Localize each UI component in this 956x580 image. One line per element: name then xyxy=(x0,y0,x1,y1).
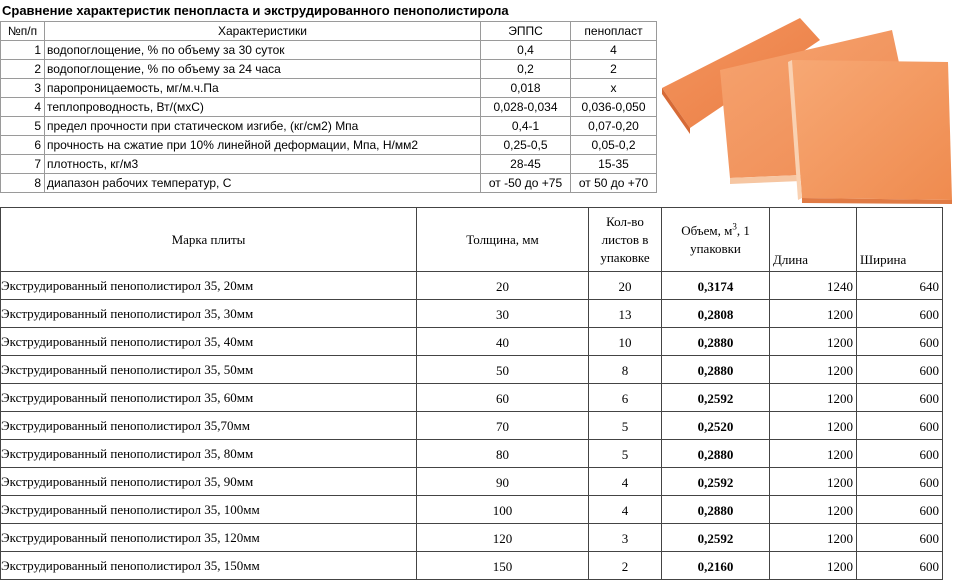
product-cell-name: Экструдированный пенополистирол 35, 40мм xyxy=(1,328,417,356)
product-cell-volume: 0,2880 xyxy=(662,356,770,384)
product-cell-name: Экструдированный пенополистирол 35,70мм xyxy=(1,412,417,440)
product-cell-thickness: 30 xyxy=(417,300,589,328)
product-cell-volume: 0,2160 xyxy=(662,552,770,580)
product-cell-sheets: 8 xyxy=(589,356,662,384)
product-row xyxy=(1,440,943,468)
product-cell-length: 1200 xyxy=(770,496,857,524)
product-cell-thickness: 40 xyxy=(417,328,589,356)
comparison-row xyxy=(1,117,657,136)
comparison-cell-characteristic: диапазон рабочих температур, С xyxy=(45,174,481,193)
comparison-cell-characteristic: водопоглощение, % по объему за 30 суток xyxy=(45,41,481,60)
foam-board-front xyxy=(788,60,952,204)
product-row xyxy=(1,496,943,524)
comparison-header-epps: ЭППС xyxy=(481,22,571,41)
product-cell-thickness: 150 xyxy=(417,552,589,580)
product-cell-width: 600 xyxy=(857,300,943,328)
product-cell-sheets: 3 xyxy=(589,524,662,552)
product-cell-sheets: 5 xyxy=(589,412,662,440)
product-cell-name: Экструдированный пенополистирол 35, 120мм xyxy=(1,524,417,552)
comparison-header-characteristics: Характеристики xyxy=(45,22,481,41)
comparison-cell-number: 1 xyxy=(1,41,45,60)
comparison-title: Сравнение характеристик пенопласта и экструдированного пенополистирола xyxy=(2,3,509,18)
product-cell-thickness: 120 xyxy=(417,524,589,552)
products-header-volume xyxy=(662,208,770,272)
comparison-cell-epps: 0,4 xyxy=(481,41,571,60)
product-cell-name: Экструдированный пенополистирол 35, 100мм xyxy=(1,496,417,524)
product-cell-volume: 0,2592 xyxy=(662,384,770,412)
comparison-row xyxy=(1,155,657,174)
comparison-cell-number: 7 xyxy=(1,155,45,174)
comparison-cell-characteristic: паропроницаемость, мг/м.ч.Па xyxy=(45,79,481,98)
comparison-row xyxy=(1,98,657,117)
product-cell-thickness: 90 xyxy=(417,468,589,496)
comparison-cell-characteristic: теплопроводность, Вт/(мхС) xyxy=(45,98,481,117)
comparison-row xyxy=(1,41,657,60)
product-cell-sheets: 2 xyxy=(589,552,662,580)
comparison-cell-epps: 28-45 xyxy=(481,155,571,174)
product-cell-name: Экструдированный пенополистирол 35, 80мм xyxy=(1,440,417,468)
comparison-cell-epps: 0,018 xyxy=(481,79,571,98)
comparison-cell-foam: 0,07-0,20 xyxy=(571,117,657,136)
comparison-cell-number: 3 xyxy=(1,79,45,98)
comparison-cell-characteristic: предел прочности при статическом изгибе, (кг/см2) Мпа xyxy=(45,117,481,136)
product-cell-width: 600 xyxy=(857,384,943,412)
comparison-cell-number: 4 xyxy=(1,98,45,117)
comparison-cell-number: 2 xyxy=(1,60,45,79)
product-cell-width: 600 xyxy=(857,356,943,384)
product-cell-volume: 0,2592 xyxy=(662,468,770,496)
product-cell-thickness: 70 xyxy=(417,412,589,440)
product-cell-sheets: 6 xyxy=(589,384,662,412)
comparison-cell-number: 8 xyxy=(1,174,45,193)
product-cell-name: Экструдированный пенополистирол 35, 50мм xyxy=(1,356,417,384)
comparison-header-number: №п/п xyxy=(1,22,45,41)
product-cell-name: Экструдированный пенополистирол 35, 60мм xyxy=(1,384,417,412)
product-row xyxy=(1,468,943,496)
comparison-header-foam: пенопласт xyxy=(571,22,657,41)
comparison-table xyxy=(0,21,657,193)
product-cell-sheets: 4 xyxy=(589,468,662,496)
product-row xyxy=(1,272,943,300)
comparison-cell-number: 5 xyxy=(1,117,45,136)
product-cell-length: 1240 xyxy=(770,272,857,300)
products-header-sheets: Кол-во листов в упаковке xyxy=(589,208,662,272)
product-cell-thickness: 20 xyxy=(417,272,589,300)
comparison-row xyxy=(1,79,657,98)
product-row xyxy=(1,552,943,580)
volume-label-tail: , 1 упаковки xyxy=(690,222,750,256)
product-cell-volume: 0,2880 xyxy=(662,496,770,524)
product-cell-sheets: 13 xyxy=(589,300,662,328)
comparison-cell-epps: от -50 до +75 xyxy=(481,174,571,193)
product-cell-length: 1200 xyxy=(770,384,857,412)
product-row xyxy=(1,356,943,384)
product-cell-length: 1200 xyxy=(770,356,857,384)
comparison-cell-characteristic: плотность, кг/м3 xyxy=(45,155,481,174)
comparison-row xyxy=(1,136,657,155)
product-cell-width: 600 xyxy=(857,468,943,496)
product-cell-width: 600 xyxy=(857,440,943,468)
product-cell-thickness: 60 xyxy=(417,384,589,412)
volume-label: Объем, м xyxy=(681,222,733,238)
comparison-cell-foam: х xyxy=(571,79,657,98)
product-cell-name: Экструдированный пенополистирол 35, 20мм xyxy=(1,272,417,300)
product-cell-length: 1200 xyxy=(770,300,857,328)
product-cell-sheets: 4 xyxy=(589,496,662,524)
comparison-cell-foam: от 50 до +70 xyxy=(571,174,657,193)
product-cell-name: Экструдированный пенополистирол 35, 150мм xyxy=(1,552,417,580)
product-cell-volume: 0,3174 xyxy=(662,272,770,300)
product-cell-width: 600 xyxy=(857,524,943,552)
product-cell-sheets: 20 xyxy=(589,272,662,300)
product-cell-width: 600 xyxy=(857,496,943,524)
product-cell-length: 1200 xyxy=(770,468,857,496)
comparison-cell-foam: 4 xyxy=(571,41,657,60)
product-cell-volume: 0,2808 xyxy=(662,300,770,328)
comparison-cell-epps: 0,25-0,5 xyxy=(481,136,571,155)
comparison-cell-epps: 0,2 xyxy=(481,60,571,79)
products-header-length: Длина xyxy=(770,208,857,272)
product-cell-length: 1200 xyxy=(770,440,857,468)
comparison-row xyxy=(1,60,657,79)
foam-boards-image xyxy=(660,0,956,205)
product-cell-thickness: 50 xyxy=(417,356,589,384)
product-cell-width: 600 xyxy=(857,328,943,356)
product-cell-thickness: 80 xyxy=(417,440,589,468)
product-cell-volume: 0,2880 xyxy=(662,440,770,468)
comparison-cell-foam: 0,036-0,050 xyxy=(571,98,657,117)
product-row xyxy=(1,328,943,356)
product-cell-length: 1200 xyxy=(770,412,857,440)
product-cell-volume: 0,2592 xyxy=(662,524,770,552)
comparison-cell-characteristic: водопоглощение, % по объему за 24 часа xyxy=(45,60,481,79)
product-cell-name: Экструдированный пенополистирол 35, 90мм xyxy=(1,468,417,496)
volume-superscript: 3 xyxy=(732,221,737,232)
product-cell-volume: 0,2520 xyxy=(662,412,770,440)
products-header-width: Ширина xyxy=(857,208,943,272)
comparison-cell-foam: 0,05-0,2 xyxy=(571,136,657,155)
product-cell-length: 1200 xyxy=(770,552,857,580)
products-header-row xyxy=(1,208,943,272)
product-row xyxy=(1,300,943,328)
product-cell-width: 600 xyxy=(857,412,943,440)
product-cell-name: Экструдированный пенополистирол 35, 30мм xyxy=(1,300,417,328)
comparison-cell-epps: 0,028-0,034 xyxy=(481,98,571,117)
product-cell-sheets: 10 xyxy=(589,328,662,356)
comparison-cell-foam: 2 xyxy=(571,60,657,79)
product-cell-thickness: 100 xyxy=(417,496,589,524)
product-cell-width: 640 xyxy=(857,272,943,300)
comparison-row xyxy=(1,174,657,193)
comparison-cell-number: 6 xyxy=(1,136,45,155)
comparison-cell-foam: 15-35 xyxy=(571,155,657,174)
comparison-cell-characteristic: прочность на сжатие при 10% линейной деформации, Мпа, Н/мм2 xyxy=(45,136,481,155)
product-cell-length: 1200 xyxy=(770,328,857,356)
product-row xyxy=(1,524,943,552)
products-table xyxy=(0,207,943,580)
comparison-cell-epps: 0,4-1 xyxy=(481,117,571,136)
product-cell-length: 1200 xyxy=(770,524,857,552)
product-row xyxy=(1,384,943,412)
products-header-thickness: Толщина, мм xyxy=(417,208,589,272)
product-cell-sheets: 5 xyxy=(589,440,662,468)
product-cell-volume: 0,2880 xyxy=(662,328,770,356)
comparison-header-row xyxy=(1,22,657,41)
product-cell-width: 600 xyxy=(857,552,943,580)
product-row xyxy=(1,412,943,440)
products-header-brand: Марка плиты xyxy=(1,208,417,272)
